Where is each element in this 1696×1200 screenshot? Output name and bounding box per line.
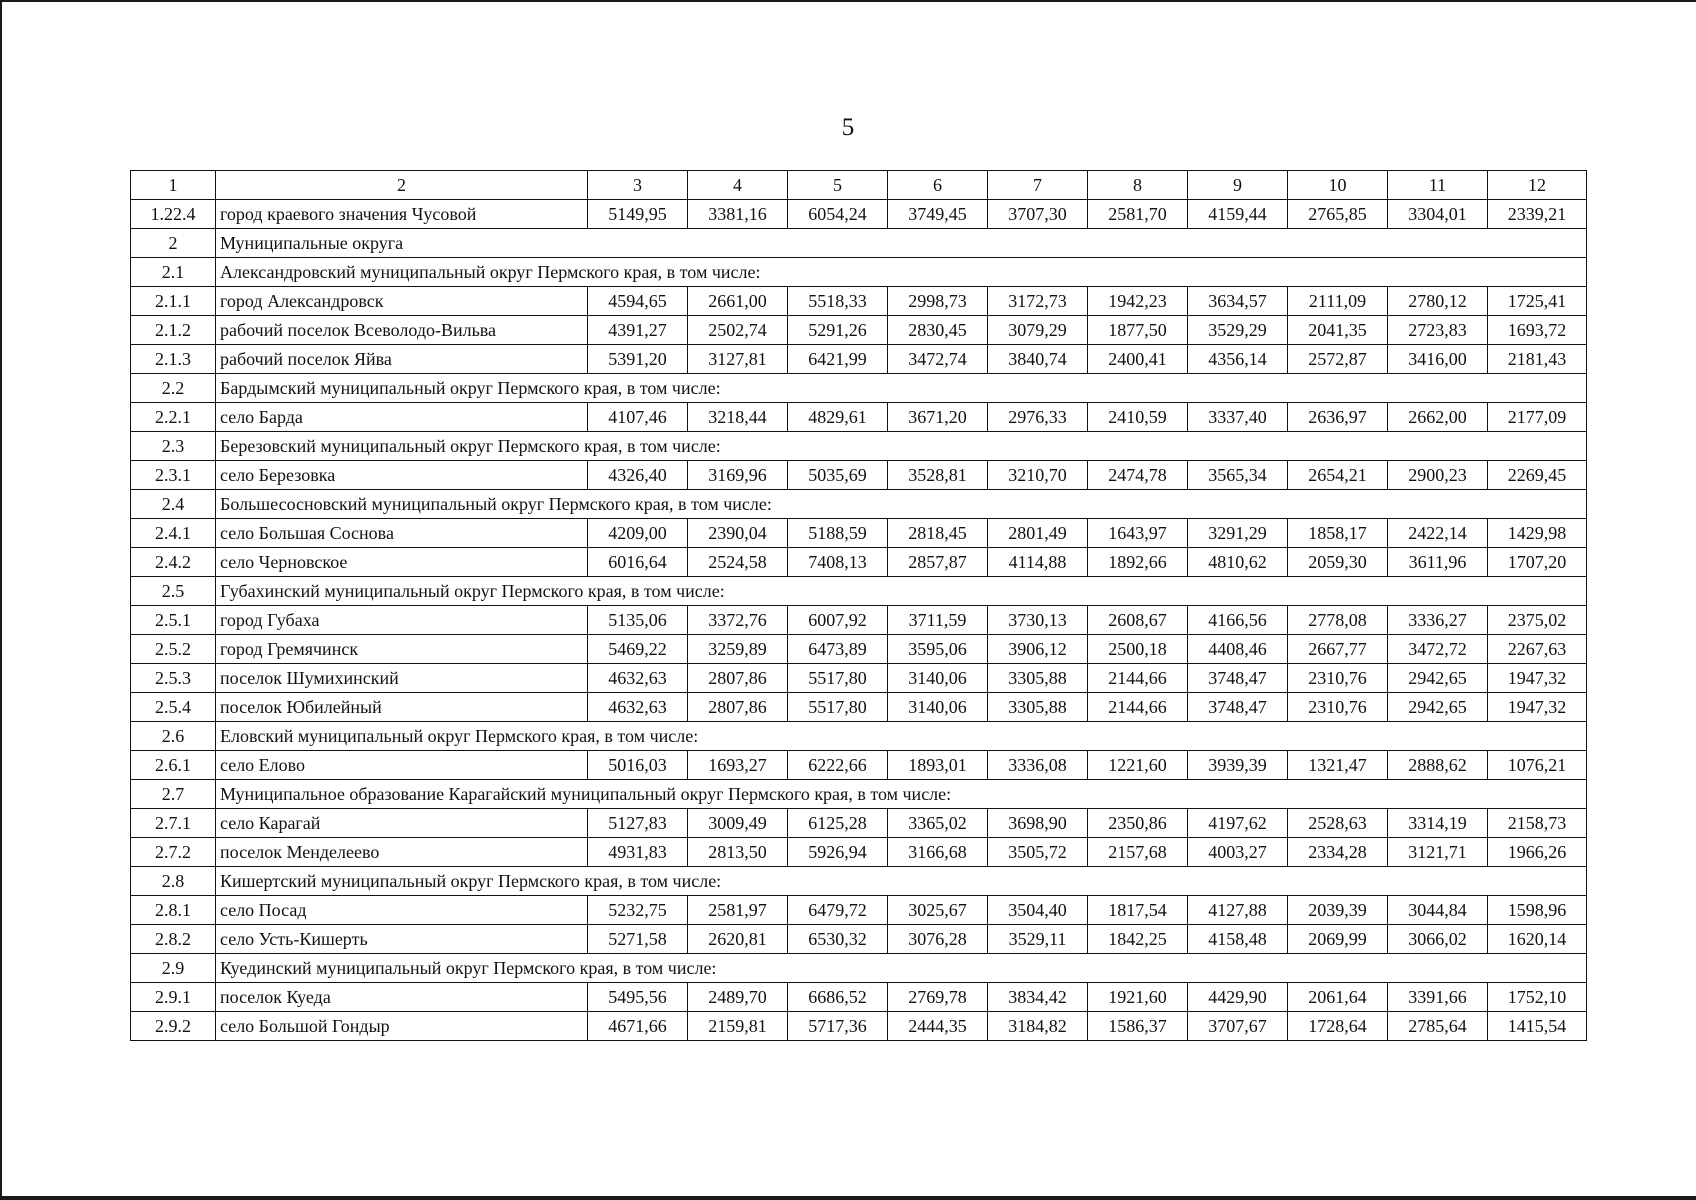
value-cell: 2524,58 — [688, 548, 788, 577]
value-cell: 3169,96 — [688, 461, 788, 490]
value-cell: 5518,33 — [788, 287, 888, 316]
value-cell: 3044,84 — [1388, 896, 1488, 925]
value-cell: 2801,49 — [988, 519, 1088, 548]
value-cell: 6125,28 — [788, 809, 888, 838]
section-row — [131, 490, 1587, 519]
locality-name: поселок Куеда — [216, 983, 588, 1012]
value-cell: 3381,16 — [688, 200, 788, 229]
value-cell: 3336,27 — [1388, 606, 1488, 635]
value-cell: 2830,45 — [888, 316, 988, 345]
value-cell: 4159,44 — [1188, 200, 1288, 229]
value-cell: 3834,42 — [988, 983, 1088, 1012]
locality-name: село Елово — [216, 751, 588, 780]
row-number: 2.7 — [131, 780, 216, 809]
table-row — [131, 664, 1587, 693]
row-number: 2.4.2 — [131, 548, 216, 577]
tariff-table — [130, 170, 1587, 1041]
row-number: 2.5.1 — [131, 606, 216, 635]
value-cell: 3611,96 — [1388, 548, 1488, 577]
value-cell: 3218,44 — [688, 403, 788, 432]
value-cell: 2942,65 — [1388, 693, 1488, 722]
value-cell: 1877,50 — [1088, 316, 1188, 345]
value-cell: 4632,63 — [588, 664, 688, 693]
value-cell: 1620,14 — [1488, 925, 1587, 954]
value-cell: 1842,25 — [1088, 925, 1188, 954]
table-row — [131, 693, 1587, 722]
row-number: 2 — [131, 229, 216, 258]
value-cell: 1586,37 — [1088, 1012, 1188, 1041]
value-cell: 4810,62 — [1188, 548, 1288, 577]
table-row — [131, 983, 1587, 1012]
locality-name: село Большой Гондыр — [216, 1012, 588, 1041]
value-cell: 2400,41 — [1088, 345, 1188, 374]
locality-name: село Большая Соснова — [216, 519, 588, 548]
value-cell: 3025,67 — [888, 896, 988, 925]
value-cell: 3565,34 — [1188, 461, 1288, 490]
value-cell: 6054,24 — [788, 200, 888, 229]
table-row — [131, 635, 1587, 664]
value-cell: 3711,59 — [888, 606, 988, 635]
value-cell: 4391,27 — [588, 316, 688, 345]
value-cell: 3529,29 — [1188, 316, 1288, 345]
value-cell: 1947,32 — [1488, 693, 1587, 722]
value-cell: 3140,06 — [888, 664, 988, 693]
value-cell: 5517,80 — [788, 664, 888, 693]
value-cell: 1429,98 — [1488, 519, 1587, 548]
locality-name: город Александровск — [216, 287, 588, 316]
value-cell: 1858,17 — [1288, 519, 1388, 548]
locality-name: село Барда — [216, 403, 588, 432]
row-number: 2.9 — [131, 954, 216, 983]
value-cell: 3906,12 — [988, 635, 1088, 664]
section-title: Губахинский муниципальный округ Пермского края, в том числе: — [216, 577, 1587, 606]
locality-name: рабочий поселок Яйва — [216, 345, 588, 374]
section-title: Большесосновский муниципальный округ Пермского края, в том числе: — [216, 490, 1587, 519]
value-cell: 4829,61 — [788, 403, 888, 432]
value-cell: 2390,04 — [688, 519, 788, 548]
locality-name: поселок Юбилейный — [216, 693, 588, 722]
value-cell: 2039,39 — [1288, 896, 1388, 925]
row-number: 2.8.1 — [131, 896, 216, 925]
table-row — [131, 896, 1587, 925]
value-cell: 2059,30 — [1288, 548, 1388, 577]
value-cell: 2572,87 — [1288, 345, 1388, 374]
value-cell: 4326,40 — [588, 461, 688, 490]
value-cell: 5469,22 — [588, 635, 688, 664]
value-cell: 3472,74 — [888, 345, 988, 374]
value-cell: 2041,35 — [1288, 316, 1388, 345]
value-cell: 2780,12 — [1388, 287, 1488, 316]
row-number: 2.3 — [131, 432, 216, 461]
value-cell: 5016,03 — [588, 751, 688, 780]
value-cell: 2334,28 — [1288, 838, 1388, 867]
value-cell: 2267,63 — [1488, 635, 1587, 664]
value-cell: 5271,58 — [588, 925, 688, 954]
row-number: 2.7.2 — [131, 838, 216, 867]
value-cell: 2998,73 — [888, 287, 988, 316]
value-cell: 2769,78 — [888, 983, 988, 1012]
row-number: 2.6.1 — [131, 751, 216, 780]
table-row — [131, 809, 1587, 838]
value-cell: 5035,69 — [788, 461, 888, 490]
value-cell: 3595,06 — [888, 635, 988, 664]
locality-name: рабочий поселок Всеволодо-Вильва — [216, 316, 588, 345]
value-cell: 2807,86 — [688, 693, 788, 722]
value-cell: 5926,94 — [788, 838, 888, 867]
column-header: 4 — [688, 171, 788, 200]
value-cell: 2489,70 — [688, 983, 788, 1012]
value-cell: 3365,02 — [888, 809, 988, 838]
row-number: 2.6 — [131, 722, 216, 751]
value-cell: 2410,59 — [1088, 403, 1188, 432]
locality-name: село Усть-Кишерть — [216, 925, 588, 954]
value-cell: 3528,81 — [888, 461, 988, 490]
value-cell: 3337,40 — [1188, 403, 1288, 432]
value-cell: 5717,36 — [788, 1012, 888, 1041]
row-number: 2.1.3 — [131, 345, 216, 374]
value-cell: 2857,87 — [888, 548, 988, 577]
value-cell: 3009,49 — [688, 809, 788, 838]
table-row — [131, 548, 1587, 577]
value-cell: 5232,75 — [588, 896, 688, 925]
value-cell: 4197,62 — [1188, 809, 1288, 838]
value-cell: 4429,90 — [1188, 983, 1288, 1012]
value-cell: 3698,90 — [988, 809, 1088, 838]
value-cell: 1221,60 — [1088, 751, 1188, 780]
value-cell: 2144,66 — [1088, 693, 1188, 722]
table-row — [131, 461, 1587, 490]
value-cell: 2723,83 — [1388, 316, 1488, 345]
value-cell: 2502,74 — [688, 316, 788, 345]
value-cell: 3210,70 — [988, 461, 1088, 490]
value-cell: 2765,85 — [1288, 200, 1388, 229]
table-row — [131, 403, 1587, 432]
row-number: 2.5.2 — [131, 635, 216, 664]
value-cell: 2581,97 — [688, 896, 788, 925]
section-row — [131, 954, 1587, 983]
value-cell: 2888,62 — [1388, 751, 1488, 780]
table-row — [131, 838, 1587, 867]
value-cell: 2900,23 — [1388, 461, 1488, 490]
row-number: 2.8.2 — [131, 925, 216, 954]
value-cell: 2422,14 — [1388, 519, 1488, 548]
value-cell: 3634,57 — [1188, 287, 1288, 316]
table-header-row — [131, 171, 1587, 200]
value-cell: 2654,21 — [1288, 461, 1388, 490]
locality-name: поселок Менделеево — [216, 838, 588, 867]
value-cell: 3127,81 — [688, 345, 788, 374]
row-number: 2.1 — [131, 258, 216, 287]
value-cell: 2942,65 — [1388, 664, 1488, 693]
value-cell: 6222,66 — [788, 751, 888, 780]
value-cell: 2444,35 — [888, 1012, 988, 1041]
table-row — [131, 925, 1587, 954]
value-cell: 2661,00 — [688, 287, 788, 316]
value-cell: 5291,26 — [788, 316, 888, 345]
value-cell: 4114,88 — [988, 548, 1088, 577]
value-cell: 5127,83 — [588, 809, 688, 838]
value-cell: 4408,46 — [1188, 635, 1288, 664]
value-cell: 3505,72 — [988, 838, 1088, 867]
value-cell: 3372,76 — [688, 606, 788, 635]
column-header: 6 — [888, 171, 988, 200]
value-cell: 1728,64 — [1288, 1012, 1388, 1041]
value-cell: 3259,89 — [688, 635, 788, 664]
value-cell: 6686,52 — [788, 983, 888, 1012]
table-row — [131, 519, 1587, 548]
value-cell: 7408,13 — [788, 548, 888, 577]
value-cell: 2813,50 — [688, 838, 788, 867]
value-cell: 1893,01 — [888, 751, 988, 780]
value-cell: 6016,64 — [588, 548, 688, 577]
value-cell: 3140,06 — [888, 693, 988, 722]
value-cell: 2581,70 — [1088, 200, 1188, 229]
value-cell: 1966,26 — [1488, 838, 1587, 867]
value-cell: 2976,33 — [988, 403, 1088, 432]
section-title: Куединский муниципальный округ Пермского края, в том числе: — [216, 954, 1587, 983]
value-cell: 2158,73 — [1488, 809, 1587, 838]
value-cell: 3529,11 — [988, 925, 1088, 954]
value-cell: 2310,76 — [1288, 693, 1388, 722]
table-row — [131, 345, 1587, 374]
value-cell: 3314,19 — [1388, 809, 1488, 838]
value-cell: 1321,47 — [1288, 751, 1388, 780]
section-title: Муниципальные округа — [216, 229, 1587, 258]
value-cell: 4107,46 — [588, 403, 688, 432]
value-cell: 1643,97 — [1088, 519, 1188, 548]
value-cell: 3305,88 — [988, 693, 1088, 722]
locality-name: поселок Шумихинский — [216, 664, 588, 693]
value-cell: 2778,08 — [1288, 606, 1388, 635]
value-cell: 2375,02 — [1488, 606, 1587, 635]
value-cell: 2500,18 — [1088, 635, 1188, 664]
value-cell: 3939,39 — [1188, 751, 1288, 780]
value-cell: 3504,40 — [988, 896, 1088, 925]
table-row — [131, 606, 1587, 635]
value-cell: 3076,28 — [888, 925, 988, 954]
row-number: 2.5.4 — [131, 693, 216, 722]
value-cell: 3121,71 — [1388, 838, 1488, 867]
table-row — [131, 316, 1587, 345]
column-header: 9 — [1188, 171, 1288, 200]
section-title: Александровский муниципальный округ Пермского края, в том числе: — [216, 258, 1587, 287]
value-cell: 2608,67 — [1088, 606, 1188, 635]
column-header: 8 — [1088, 171, 1188, 200]
value-cell: 6473,89 — [788, 635, 888, 664]
value-cell: 3166,68 — [888, 838, 988, 867]
section-title: Муниципальное образование Карагайский муниципальный округ Пермского края, в том числе: — [216, 780, 1587, 809]
section-title: Березовский муниципальный округ Пермского края, в том числе: — [216, 432, 1587, 461]
locality-name: село Посад — [216, 896, 588, 925]
column-header: 11 — [1388, 171, 1488, 200]
page-number: 5 — [841, 114, 855, 141]
section-row — [131, 432, 1587, 461]
value-cell: 1892,66 — [1088, 548, 1188, 577]
row-number: 2.3.1 — [131, 461, 216, 490]
value-cell: 5517,80 — [788, 693, 888, 722]
value-cell: 5495,56 — [588, 983, 688, 1012]
section-row — [131, 780, 1587, 809]
value-cell: 5188,59 — [788, 519, 888, 548]
section-title: Кишертский муниципальный округ Пермского края, в том числе: — [216, 867, 1587, 896]
value-cell: 2818,45 — [888, 519, 988, 548]
value-cell: 3336,08 — [988, 751, 1088, 780]
value-cell: 2144,66 — [1088, 664, 1188, 693]
scan-edge-left — [0, 0, 2, 1200]
value-cell: 2061,64 — [1288, 983, 1388, 1012]
locality-name: город Гремячинск — [216, 635, 588, 664]
row-number: 2.9.2 — [131, 1012, 216, 1041]
value-cell: 2111,09 — [1288, 287, 1388, 316]
value-cell: 5391,20 — [588, 345, 688, 374]
value-cell: 2785,64 — [1388, 1012, 1488, 1041]
value-cell: 2181,43 — [1488, 345, 1587, 374]
value-cell: 2667,77 — [1288, 635, 1388, 664]
column-header: 3 — [588, 171, 688, 200]
row-number: 2.8 — [131, 867, 216, 896]
value-cell: 2157,68 — [1088, 838, 1188, 867]
table-row — [131, 1012, 1587, 1041]
section-row — [131, 374, 1587, 403]
column-header: 10 — [1288, 171, 1388, 200]
value-cell: 4158,48 — [1188, 925, 1288, 954]
value-cell: 3079,29 — [988, 316, 1088, 345]
value-cell: 4003,27 — [1188, 838, 1288, 867]
value-cell: 6530,32 — [788, 925, 888, 954]
value-cell: 3707,30 — [988, 200, 1088, 229]
value-cell: 2620,81 — [688, 925, 788, 954]
value-cell: 3305,88 — [988, 664, 1088, 693]
value-cell: 4356,14 — [1188, 345, 1288, 374]
column-header: 1 — [131, 171, 216, 200]
value-cell: 1725,41 — [1488, 287, 1587, 316]
value-cell: 3748,47 — [1188, 664, 1288, 693]
value-cell: 2662,00 — [1388, 403, 1488, 432]
value-cell: 3291,29 — [1188, 519, 1288, 548]
value-cell: 3748,47 — [1188, 693, 1288, 722]
value-cell: 3172,73 — [988, 287, 1088, 316]
value-cell: 4594,65 — [588, 287, 688, 316]
section-row — [131, 722, 1587, 751]
row-number: 2.4.1 — [131, 519, 216, 548]
value-cell: 2636,97 — [1288, 403, 1388, 432]
row-number: 2.7.1 — [131, 809, 216, 838]
value-cell: 3671,20 — [888, 403, 988, 432]
section-row — [131, 258, 1587, 287]
value-cell: 1693,27 — [688, 751, 788, 780]
locality-name: село Карагай — [216, 809, 588, 838]
row-number: 1.22.4 — [131, 200, 216, 229]
value-cell: 3066,02 — [1388, 925, 1488, 954]
row-number: 2.9.1 — [131, 983, 216, 1012]
column-header: 2 — [216, 171, 588, 200]
value-cell: 3730,13 — [988, 606, 1088, 635]
row-number: 2.2.1 — [131, 403, 216, 432]
value-cell: 3184,82 — [988, 1012, 1088, 1041]
value-cell: 2807,86 — [688, 664, 788, 693]
locality-name: село Черновское — [216, 548, 588, 577]
value-cell: 3840,74 — [988, 345, 1088, 374]
scan-edge-bottom — [0, 1196, 1696, 1200]
row-number: 2.1.2 — [131, 316, 216, 345]
value-cell: 3707,67 — [1188, 1012, 1288, 1041]
value-cell: 2177,09 — [1488, 403, 1587, 432]
value-cell: 1817,54 — [1088, 896, 1188, 925]
value-cell: 2339,21 — [1488, 200, 1587, 229]
table-row — [131, 751, 1587, 780]
value-cell: 3749,45 — [888, 200, 988, 229]
value-cell: 3472,72 — [1388, 635, 1488, 664]
value-cell: 1752,10 — [1488, 983, 1587, 1012]
value-cell: 4166,56 — [1188, 606, 1288, 635]
value-cell: 6479,72 — [788, 896, 888, 925]
section-row — [131, 867, 1587, 896]
value-cell: 3391,66 — [1388, 983, 1488, 1012]
column-header: 7 — [988, 171, 1088, 200]
table-row — [131, 200, 1587, 229]
column-header: 12 — [1488, 171, 1587, 200]
value-cell: 2528,63 — [1288, 809, 1388, 838]
value-cell: 4671,66 — [588, 1012, 688, 1041]
value-cell: 2269,45 — [1488, 461, 1587, 490]
section-row — [131, 577, 1587, 606]
value-cell: 1598,96 — [1488, 896, 1587, 925]
table-row — [131, 287, 1587, 316]
row-number: 2.1.1 — [131, 287, 216, 316]
value-cell: 4209,00 — [588, 519, 688, 548]
scan-edge-top — [0, 0, 1696, 2]
section-title: Бардымский муниципальный округ Пермского края, в том числе: — [216, 374, 1587, 403]
value-cell: 1415,54 — [1488, 1012, 1587, 1041]
value-cell: 2350,86 — [1088, 809, 1188, 838]
table-body — [131, 171, 1587, 1041]
value-cell: 1947,32 — [1488, 664, 1587, 693]
value-cell: 4632,63 — [588, 693, 688, 722]
value-cell: 2474,78 — [1088, 461, 1188, 490]
value-cell: 5149,95 — [588, 200, 688, 229]
column-header: 5 — [788, 171, 888, 200]
value-cell: 1707,20 — [1488, 548, 1587, 577]
value-cell: 6007,92 — [788, 606, 888, 635]
value-cell: 1693,72 — [1488, 316, 1587, 345]
locality-name: село Березовка — [216, 461, 588, 490]
locality-name: город Губаха — [216, 606, 588, 635]
value-cell: 2159,81 — [688, 1012, 788, 1041]
value-cell: 3416,00 — [1388, 345, 1488, 374]
value-cell: 5135,06 — [588, 606, 688, 635]
row-number: 2.2 — [131, 374, 216, 403]
section-row — [131, 229, 1587, 258]
value-cell: 4127,88 — [1188, 896, 1288, 925]
value-cell: 1076,21 — [1488, 751, 1587, 780]
row-number: 2.5 — [131, 577, 216, 606]
value-cell: 1942,23 — [1088, 287, 1188, 316]
section-title: Еловский муниципальный округ Пермского края, в том числе: — [216, 722, 1587, 751]
value-cell: 2069,99 — [1288, 925, 1388, 954]
value-cell: 4931,83 — [588, 838, 688, 867]
value-cell: 1921,60 — [1088, 983, 1188, 1012]
row-number: 2.4 — [131, 490, 216, 519]
value-cell: 2310,76 — [1288, 664, 1388, 693]
row-number: 2.5.3 — [131, 664, 216, 693]
value-cell: 6421,99 — [788, 345, 888, 374]
locality-name: город краевого значения Чусовой — [216, 200, 588, 229]
value-cell: 3304,01 — [1388, 200, 1488, 229]
